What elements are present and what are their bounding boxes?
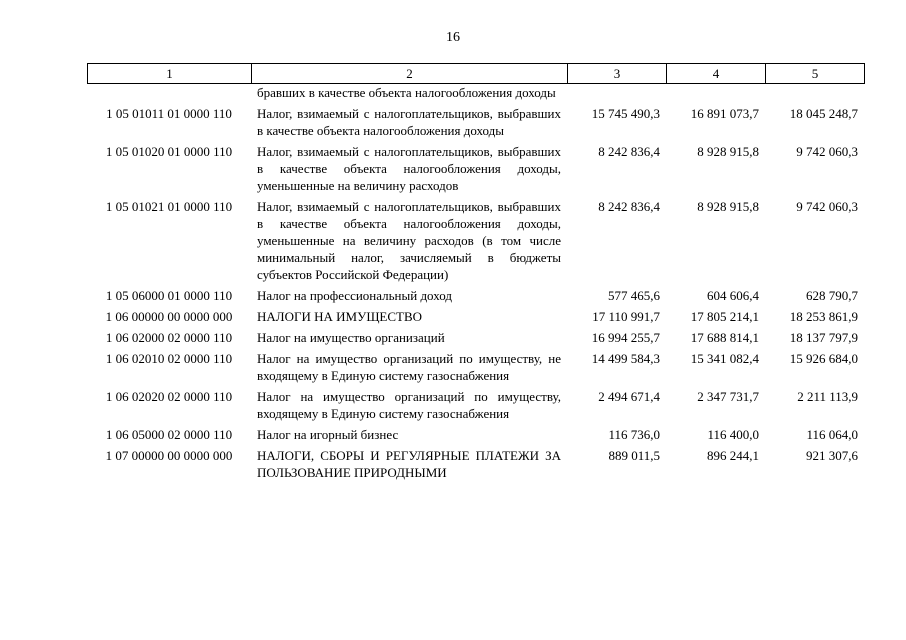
row-value-col3	[567, 84, 666, 105]
column-header-3: 3	[568, 64, 667, 84]
row-value-col5: 18 137 797,9	[789, 330, 858, 345]
column-header-1: 1	[88, 64, 252, 84]
row-name: НАЛОГИ, СБОРЫ И РЕГУЛЯРНЫЕ ПЛАТЕЖИ ЗА ПОЛЬЗОВАНИЕ ПРИРОДНЫМИ	[257, 448, 561, 480]
row-code: 1 05 01020 01 0000 110	[105, 144, 233, 159]
page-number: 16	[446, 30, 460, 45]
row-value-col5: 9 742 060,3	[796, 199, 858, 214]
row-value-col4: 896 244,1	[707, 448, 759, 463]
row-value-col5	[765, 84, 864, 105]
column-header-table	[87, 63, 865, 84]
row-name: Налог на имущество организаций по имуществу, входящему в Единую систему газоснабжения	[257, 389, 561, 421]
row-value-col3: 577 465,6	[608, 288, 660, 303]
row-code: 1 07 00000 00 0000 000	[105, 448, 233, 463]
table-row	[87, 388, 864, 426]
table-body	[87, 84, 864, 485]
row-value-col3: 8 242 836,4	[598, 199, 660, 214]
row-value-col5: 18 045 248,7	[789, 106, 858, 121]
row-value-col4: 2 347 731,7	[697, 389, 759, 404]
row-value-col3: 889 011,5	[608, 448, 660, 463]
row-name: Налог на имущество организаций	[257, 330, 445, 345]
row-value-col5: 116 064,0	[806, 427, 858, 442]
row-value-col4: 8 928 915,8	[697, 199, 759, 214]
row-name: Налог на имущество организаций по имуществу, не входящему в Единую систему газоснабжения	[257, 351, 561, 383]
row-value-col5: 15 926 684,0	[789, 351, 858, 366]
row-value-col4: 8 928 915,8	[697, 144, 759, 159]
row-value-col4	[666, 84, 765, 105]
row-value-col4: 16 891 073,7	[690, 106, 759, 121]
row-name: Налог, взимаемый с налогоплательщиков, выбравших в качестве объекта налогообложения доходы, уменьшенные на величину расходов	[257, 144, 561, 193]
row-value-col4: 15 341 082,4	[690, 351, 759, 366]
row-name: Налог на профессиональный доход	[257, 288, 452, 303]
row-code: 1 05 01021 01 0000 110	[105, 199, 233, 214]
row-code: 1 05 01011 01 0000 110	[106, 106, 232, 121]
row-name: Налог на игорный бизнес	[257, 427, 399, 442]
row-value-col5: 921 307,6	[806, 448, 858, 463]
column-header-2: 2	[252, 64, 568, 84]
row-value-col3: 15 745 490,3	[591, 106, 660, 121]
row-code: 1 06 00000 00 0000 000	[105, 309, 233, 324]
row-name: бравших в качестве объекта налогообложения доходы	[257, 85, 556, 100]
table-row	[87, 143, 864, 198]
row-value-col4: 604 606,4	[707, 288, 759, 303]
row-value-col3: 8 242 836,4	[598, 144, 660, 159]
table-row	[87, 350, 864, 388]
table-row	[87, 287, 864, 308]
row-value-col4: 116 400,0	[707, 427, 759, 442]
row-value-col5: 9 742 060,3	[796, 144, 858, 159]
table-row	[87, 426, 864, 447]
row-code: 1 06 02000 02 0000 110	[105, 330, 233, 345]
row-code: 1 06 02020 02 0000 110	[105, 389, 233, 404]
row-value-col5: 2 211 113,9	[797, 389, 858, 404]
budget-table	[87, 84, 864, 485]
row-value-col4: 17 688 814,1	[690, 330, 759, 345]
row-value-col5: 18 253 861,9	[789, 309, 858, 324]
row-code	[87, 84, 251, 105]
row-code: 1 06 02010 02 0000 110	[105, 351, 233, 366]
table-row	[87, 329, 864, 350]
column-header-5: 5	[766, 64, 865, 84]
row-value-col3: 116 736,0	[608, 427, 660, 442]
table-row	[87, 308, 864, 329]
row-code: 1 05 06000 01 0000 110	[105, 288, 233, 303]
table-row	[87, 447, 864, 485]
row-name: Налог, взимаемый с налогоплательщиков, выбравших в качестве объекта налогообложения доходы	[257, 106, 561, 138]
row-value-col5: 628 790,7	[806, 288, 858, 303]
row-value-col3: 2 494 671,4	[598, 389, 660, 404]
column-header-4: 4	[667, 64, 766, 84]
table-row	[87, 84, 864, 105]
row-value-col3: 14 499 584,3	[591, 351, 660, 366]
table-row	[87, 198, 864, 287]
row-name: Налог, взимаемый с налогоплательщиков, выбравших в качестве объекта налогообложения доходы, уменьшенные на величину расходов (в том числе минимальный налог, зачисляемый в бюджеты субъектов Российской Федерации)	[257, 199, 561, 282]
row-value-col3: 16 994 255,7	[591, 330, 660, 345]
row-name: НАЛОГИ НА ИМУЩЕСТВО	[257, 309, 423, 324]
row-value-col4: 17 805 214,1	[690, 309, 759, 324]
row-value-col3: 17 110 991,7	[592, 309, 660, 324]
table-row	[87, 105, 864, 143]
column-header-row	[88, 64, 865, 84]
row-code: 1 06 05000 02 0000 110	[105, 427, 233, 442]
